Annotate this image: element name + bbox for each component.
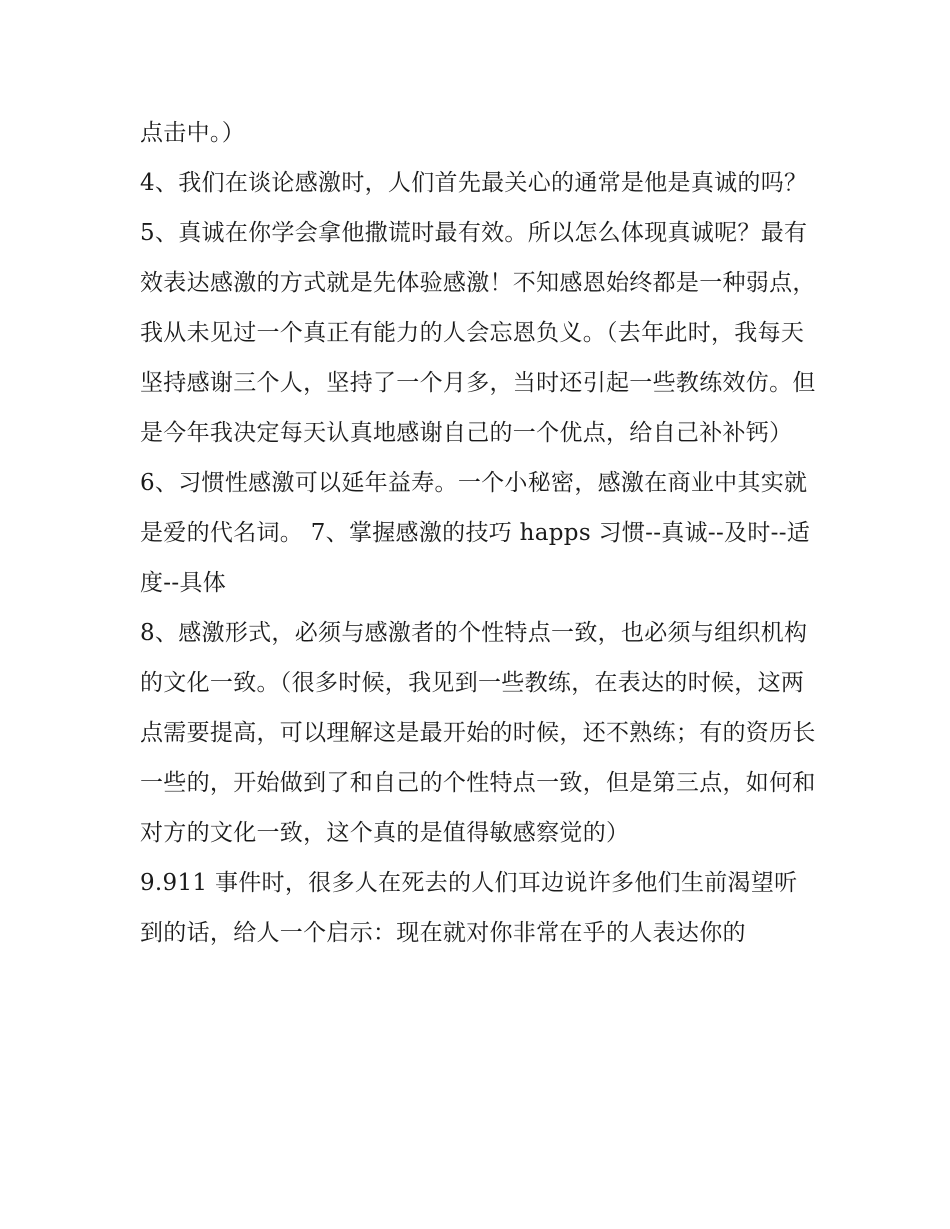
document-body: [140, 108, 820, 958]
paragraph-item-9: 9.911 事件时，很多人在死去的人们耳边说许多他们生前渴望听到的话，给人一个启示：现在就对你非常在乎的人表达你的: [140, 870, 798, 946]
paragraph-item-4: 4、我们在谈论感激时，人们首先最关心的通常是他是真诚的吗？: [140, 170, 808, 196]
paragraph-item-8: 8、感激形式，必须与感激者的个性特点一致，也必须与组织机构的文化一致。（很多时候，我见到一些教练，在表达的时候，这两点需要提高，可以理解这是最开始的时候，还不熟练；有的资历长一些的，开始做到了和自己的个性特点一致，但是第三点，如何和对方的文化一致，这个真的是值得敏感察觉的）: [140, 620, 816, 846]
paragraph-item-6-7: 6、习惯性感激可以延年益寿。一个小秘密，感激在商业中其实就是爱的代名词。 7、掌握感激的技巧 happs 习惯--真诚--及时--适度--具体: [140, 470, 811, 596]
paragraph-item-5: 5、真诚在你学会拿他撒谎时最有效。所以怎么体现真诚呢？最有效表达感激的方式就是先体验感激！不知感恩始终都是一种弱点，我从未见过一个真正有能力的人会忘恩负义。（去年此时，我每天坚持感谢三个人，坚持了一个月多，当时还引起一些教练效仿。但是今年我决定每天认真地感谢自己的一个优点，给自己补补钙）: [140, 220, 816, 446]
paragraph-continuation: 点击中。）: [140, 120, 245, 146]
